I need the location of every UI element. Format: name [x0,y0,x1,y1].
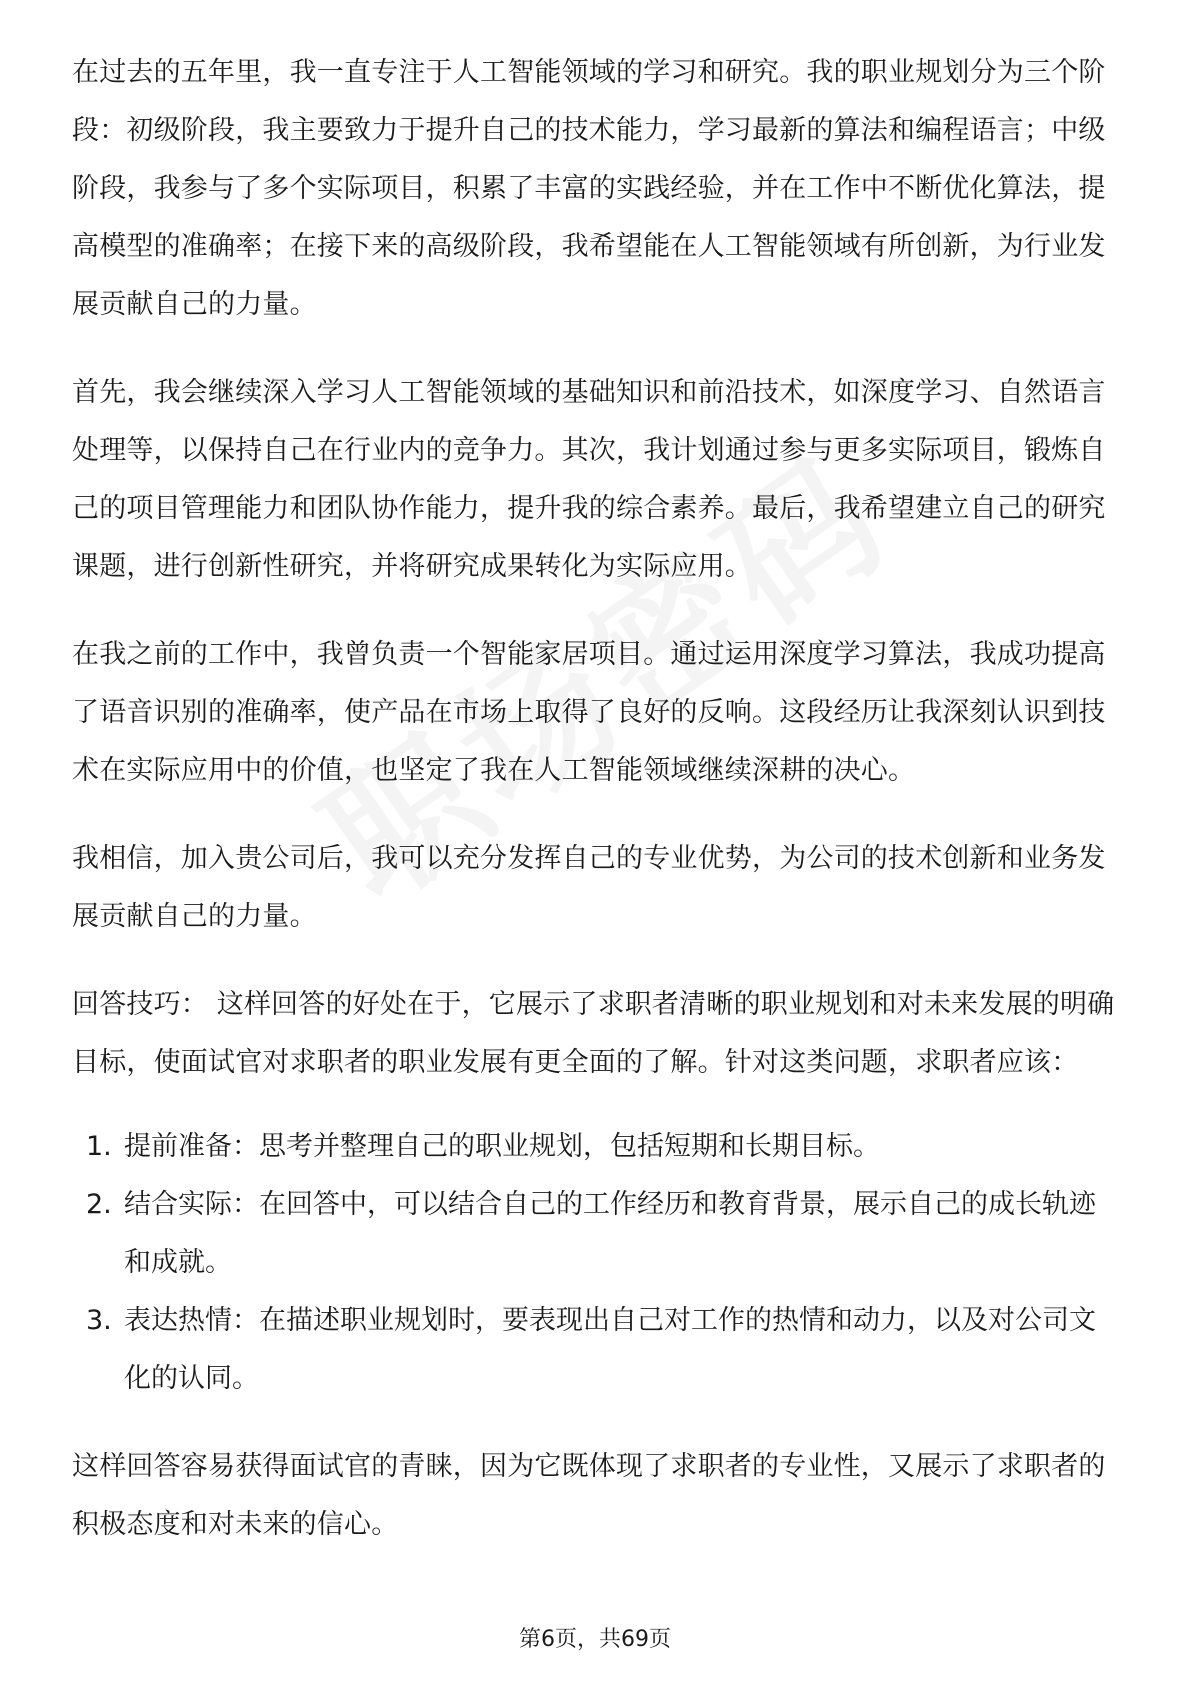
paragraph-future-steps: 首先，我会继续深入学习人工智能领域的基础知识和前沿技术，如深度学习、自然语言处理等，以保持自己在行业内的竞争力。其次，我计划通过参与更多实际项目，锻炼自己的项目管理能力和团队协作能力，提升我的综合素养。最后，我希望建立自己的研究课题，进行创新性研究，并将研究成果转化为实际应用。 [72,377,1106,582]
list-text: 提前准备：思考并整理自己的职业规划，包括短期和长期目标。 [124,1131,880,1162]
page-number: 第6页，共69页 [519,1627,671,1652]
paragraph-contribution: 我相信，加入贵公司后，我可以充分发挥自己的专业优势，为公司的技术创新和业务发展贡献自己的力量。 [72,843,1106,932]
document-body [72,44,1122,1584]
list-item [72,1176,1122,1292]
paragraph-career-plan: 在过去的五年里，我一直专注于人工智能领域的学习和研究。我的职业规划分为三个阶段：初级阶段，我主要致力于提升自己的技术能力，学习最新的算法和编程语言；中级阶段，我参与了多个实际项目，积累了丰富的实践经验，并在工作中不断优化算法，提高模型的准确率；在接下来的高级阶段，我希望能在人工智能领域有所创新，为行业发展贡献自己的力量。 [72,57,1106,320]
paragraph-conclusion: 这样回答容易获得面试官的青睐，因为它既体现了求职者的专业性，又展示了求职者的积极态度和对未来的信心。 [72,1451,1106,1540]
tips-intro: 回答技巧： 这样回答的好处在于，它展示了求职者清晰的职业规划和对未来发展的明确目标，使面试官对求职者的职业发展有更全面的了解。针对这类问题，求职者应该： [72,989,1115,1078]
paragraph-past-project: 在我之前的工作中，我曾负责一个智能家居项目。通过运用深度学习算法，我成功提高了语音识别的准确率，使产品在市场上取得了良好的反响。这段经历让我深刻认识到技术在实际应用中的价值，也坚定了我在人工智能领域继续深耕的决心。 [72,639,1106,786]
list-text: 结合实际：在回答中，可以结合自己的工作经历和教育背景，展示自己的成长轨迹和成就。 [124,1189,1096,1278]
list-text: 表达热情：在描述职业规划时，要表现出自己对工作的热情和动力，以及对公司文化的认同。 [124,1305,1096,1394]
list-item [72,1292,1122,1408]
tips-list [72,1118,1122,1408]
list-number: 1. [86,1131,112,1162]
list-item [72,1118,1122,1176]
list-number: 2. [86,1189,112,1220]
list-number: 3. [86,1305,112,1336]
